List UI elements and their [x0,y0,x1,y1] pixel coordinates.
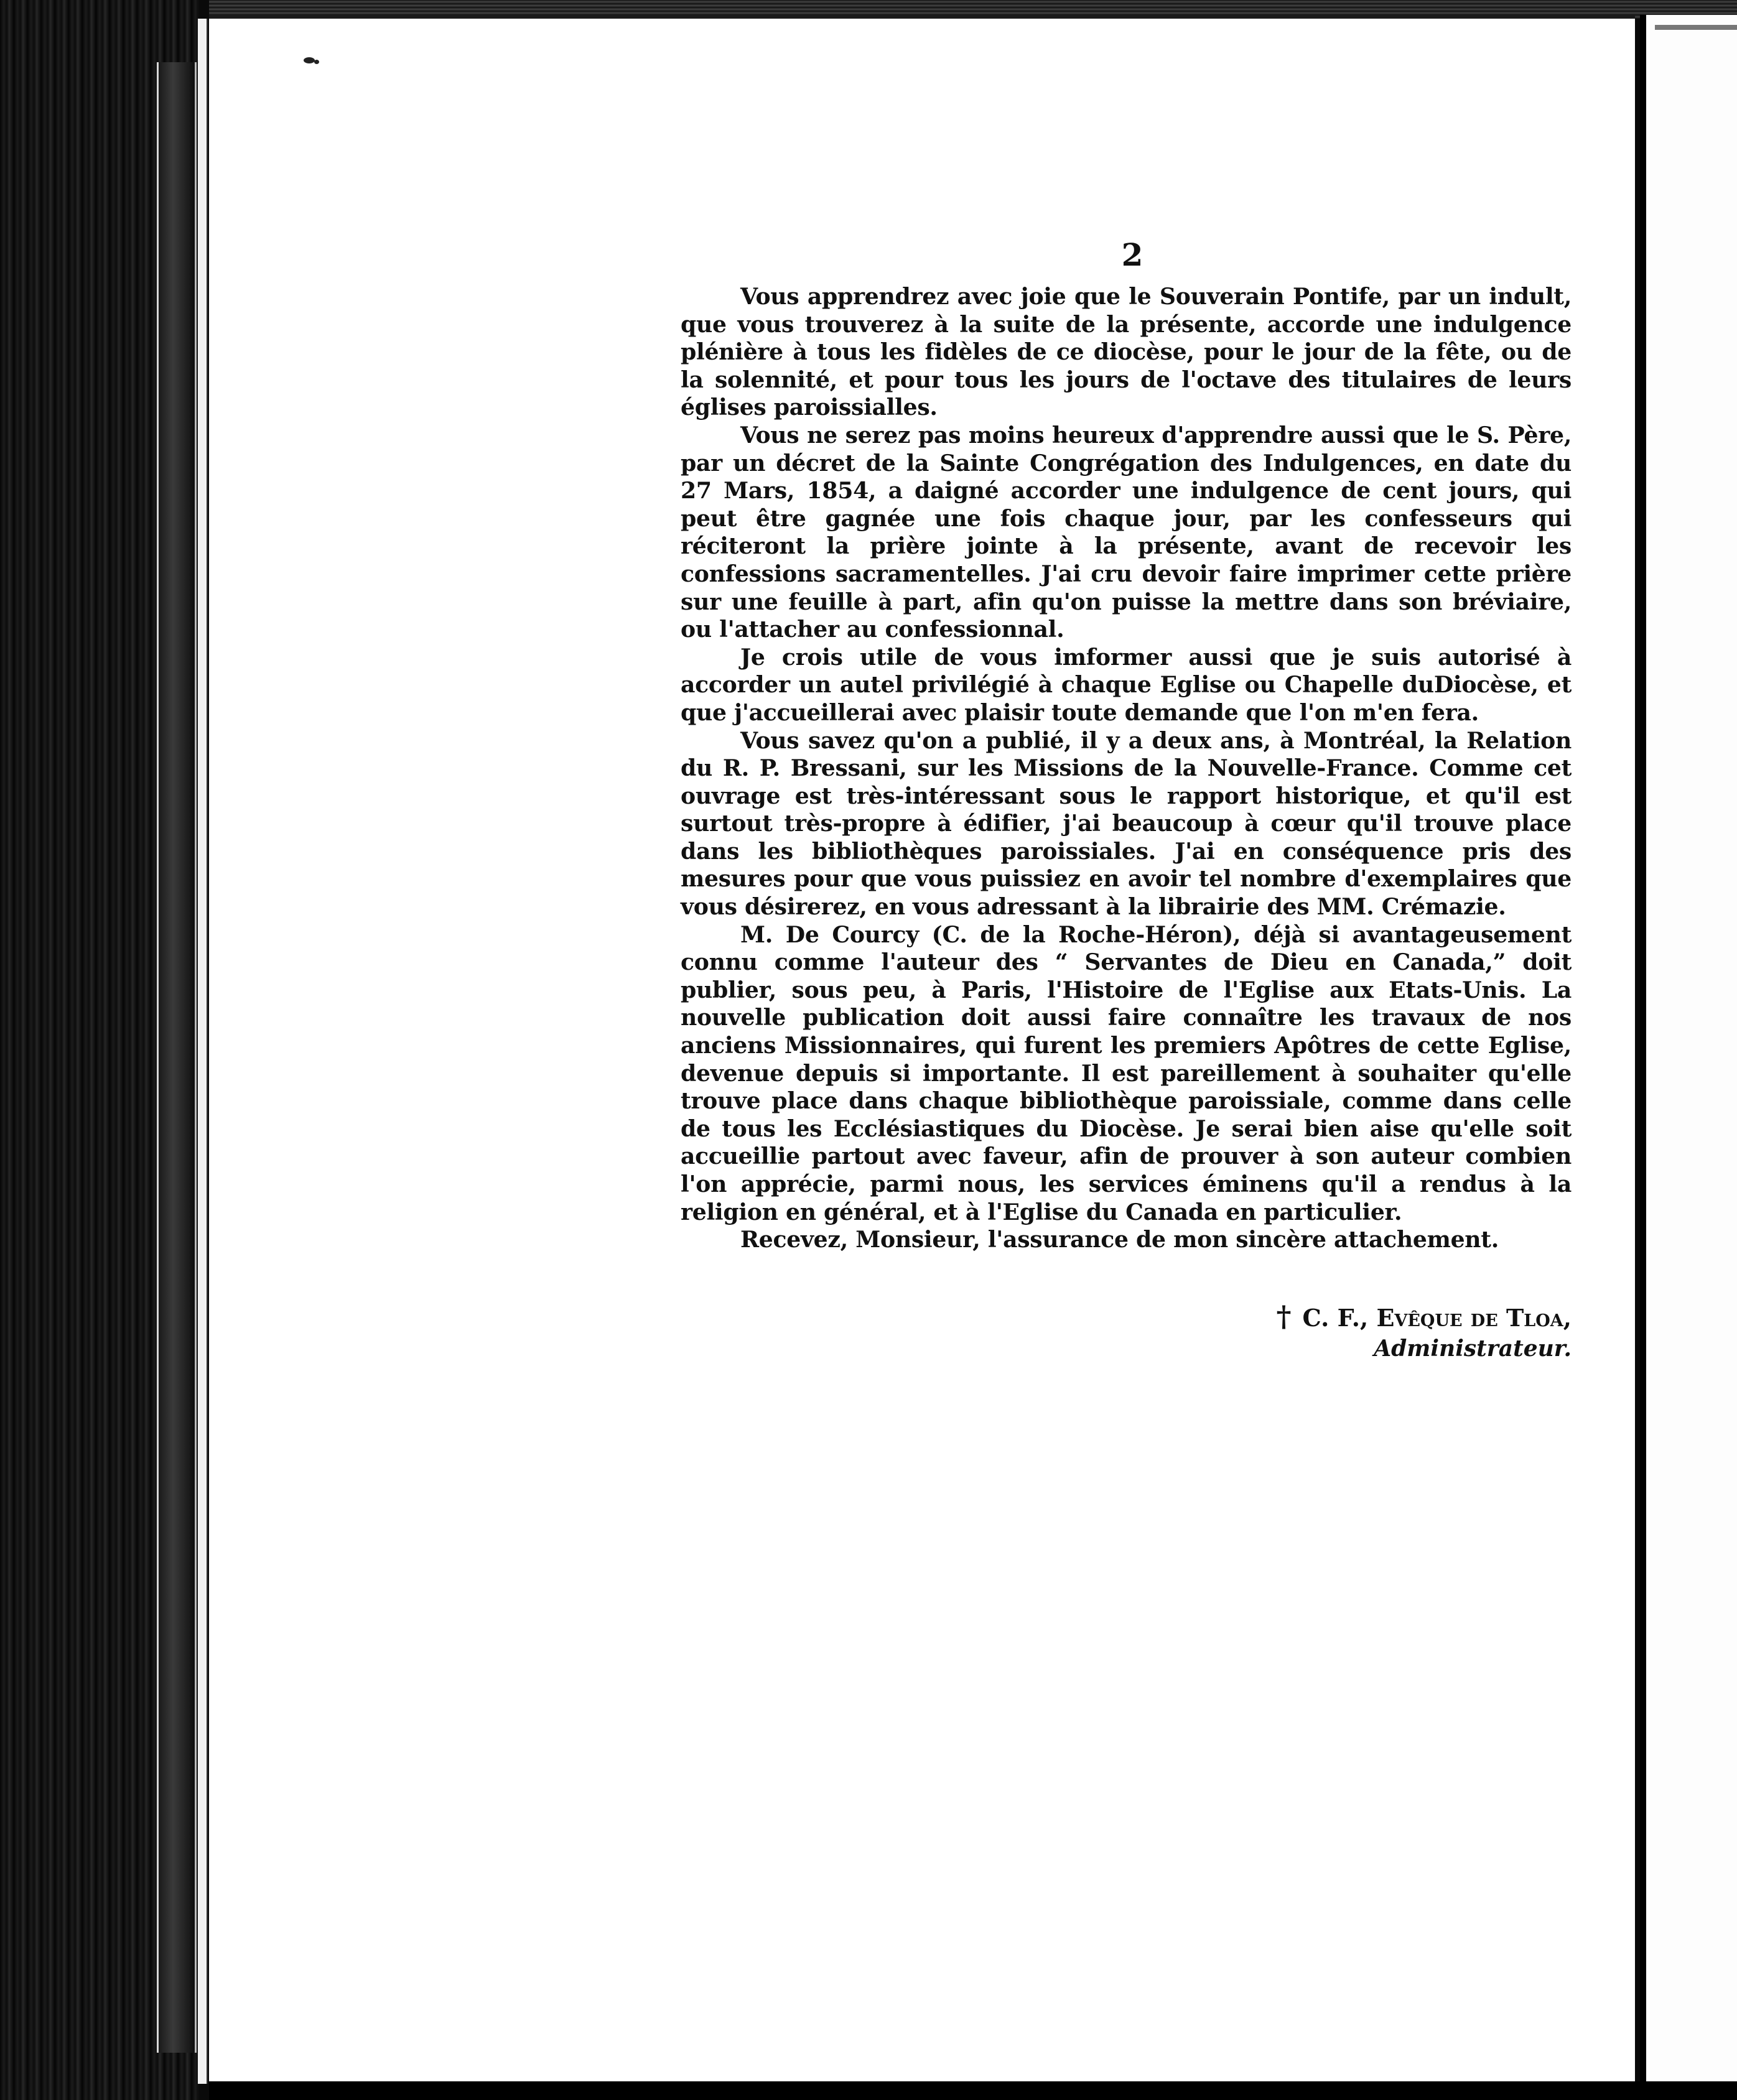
scan-speck [314,60,319,64]
bottom-edge [209,2081,1737,2100]
adjacent-page-line [1655,25,1737,30]
page-number: 2 [1121,236,1143,273]
signature-title: Evêque de Tloa, [1376,1304,1572,1332]
cross-icon: † [1276,1299,1292,1333]
signature-block [1182,1300,1572,1363]
paragraph: Vous apprendrez avec joie que le Souverain Pontife, par un indult, que vous trouverez à la suite de la présente, accorde une indulgence plénière à tous les fidèles de ce diocèse, pour le jour de la fête, ou de la solennité, et pour tous les jours de l'octave des titulaires de leurs églises paroissialles. [681,283,1572,421]
paragraph: Recevez, Monsieur, l'assurance de mon sincère attachement. [740,1226,1499,1253]
signature-line [1182,1300,1572,1334]
signature-role: Administrateur. [1374,1336,1572,1362]
scan-speck [304,57,315,63]
signature-initials: C. F., [1302,1304,1369,1332]
paragraph: Je crois utile de vous imformer aussi que je suis autorisé à accorder un autel privilégié à chaque Eglise ou Chapelle duDiocèse, et que j'accueillerai avec plaisir toute demande que l'on m'en fera. [681,643,1572,726]
binding-strip [157,62,197,2053]
paragraph: Vous ne serez pas moins heureux d'apprendre aussi que le S. Père, par un décret de la Sainte Congrégation des Indulgences, en date du 27 Mars, 1854, a daigné accorder une indulgence de cent jours, qui peut être gagnée une fois chaque jour, par les confesseurs qui réciteront la prière jointe à la présente, avant de recevoir les confessions sacramentelles. J'ai cru devoir faire imprimer cette prière sur une feuille à part, afin qu'on puisse la mettre dans son bréviaire, ou l'attacher au confessionnal. [681,421,1572,643]
letter-body [681,283,1572,1254]
paragraph: M. De Courcy (C. de la Roche-Héron), déjà si avantageusement connu comme l'auteur des “ Servantes de Dieu en Canada,” doit publier, sous peu, à Paris, l'Histoire de l'Eglise aux Etats-Unis. La nouvelle publication doit aussi faire connaître les travaux de nos anciens Missionnaires, qui furent les premiers Apôtres de cette Eglise, devenue depuis si importante. Il est pareillement à souhaiter qu'elle trouve place dans chaque bibliothèque paroissiale, comme dans celle de tous les Ecclésiastiques du Diocèse. Je serai bien aise qu'elle soit accueillie partout avec faveur, afin de prouver à son auteur combien l'on apprécie, parmi nous, les services éminens qu'il a rendus à la religion en général, et à l'Eglise du Canada en particulier. [681,921,1572,1225]
paragraph: Vous savez qu'on a publié, il y a deux ans, à Montréal, la Relation du R. P. Bressani, sur les Missions de la Nouvelle-France. Comme cet ouvrage est très-intéressant sous le rapport historique, et qu'il est surtout très-propre à édifier, j'ai beaucoup à cœur qu'il trouve place dans les bibliothèques paroissiales. J'ai en conséquence pris des mesures pour que vous puissiez en avoir tel nombre d'exemplaires que vous désirerez, en vous adressant à la librairie des MM. Crémazie. [681,727,1572,921]
page-gutter [198,19,208,2084]
adjacent-page-edge [1640,15,1737,2085]
